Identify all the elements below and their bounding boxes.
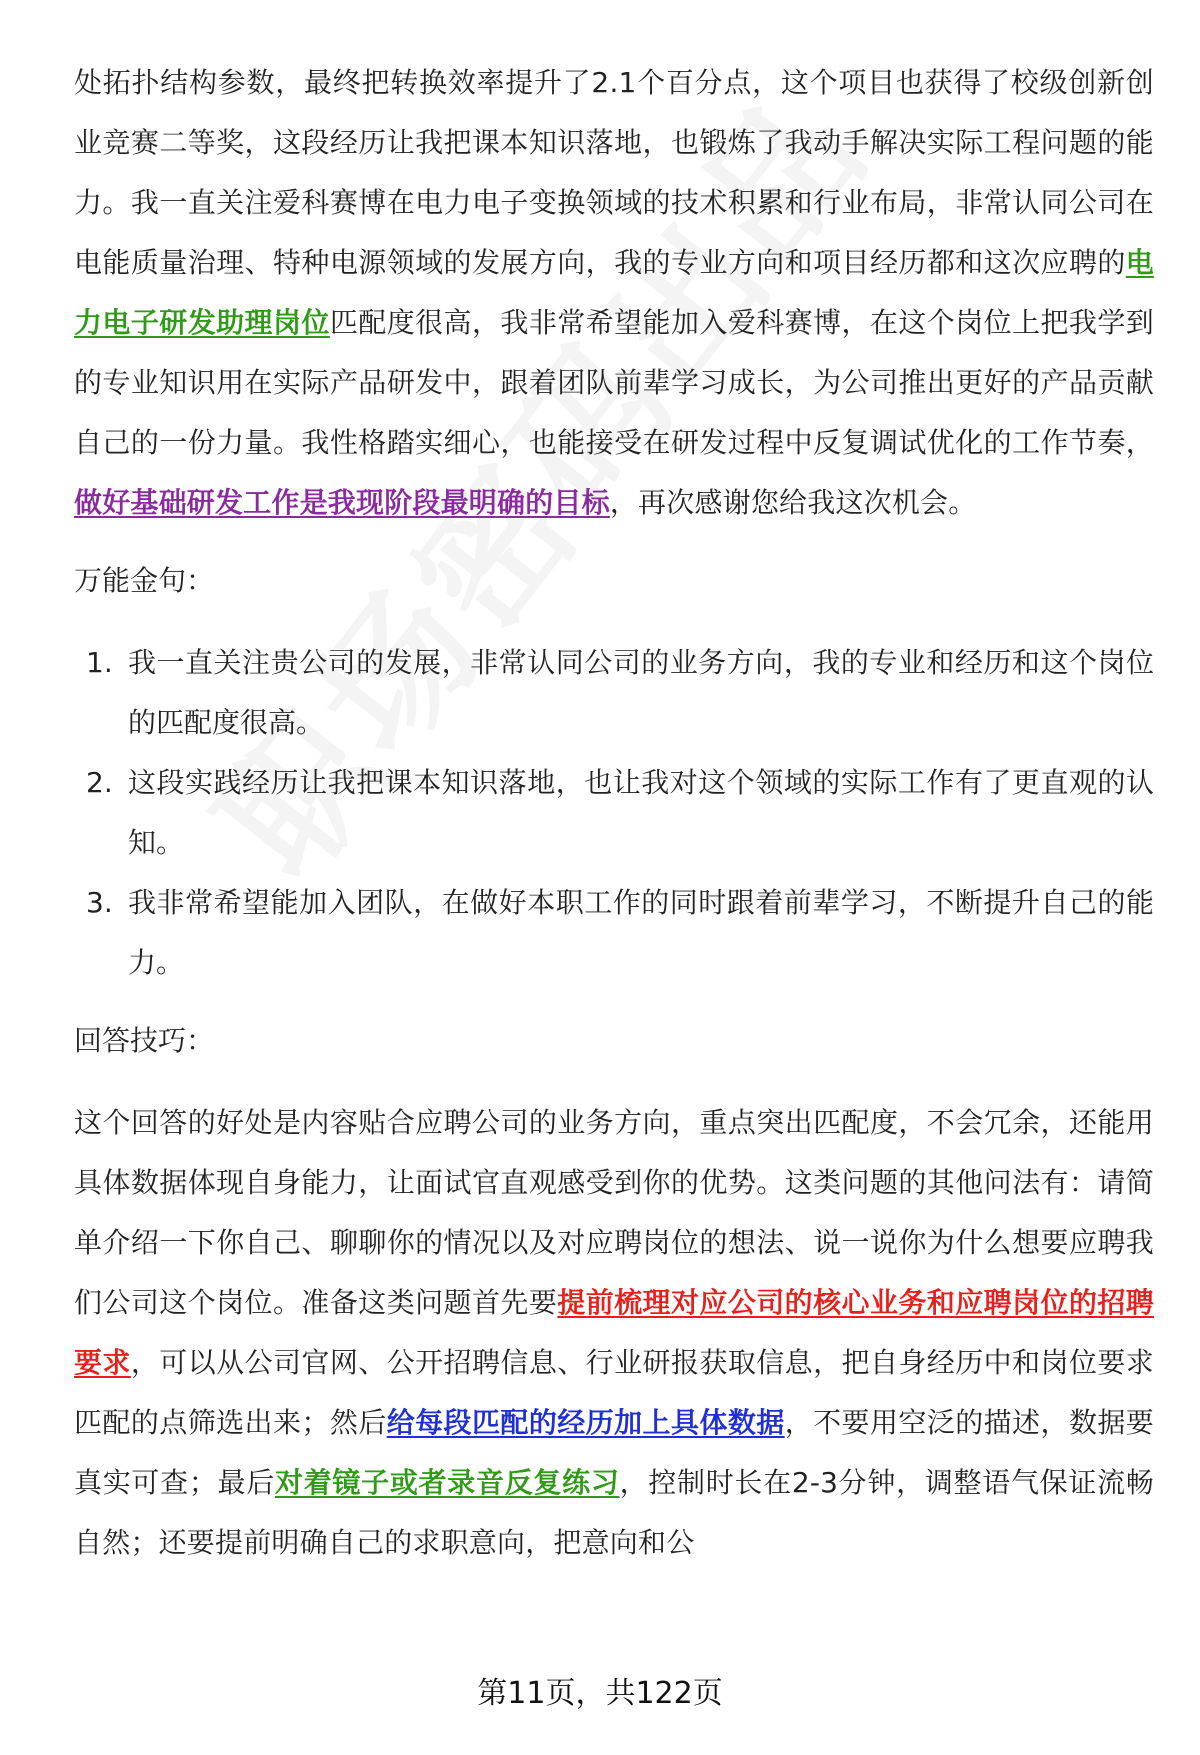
paragraph-text: ，可以从公司官网、公开招聘信息、行业研报获取信息，把自身经历中和岗位要求匹配的点筛选出来；然后	[74, 1346, 1154, 1439]
highlight-job-title: 电力电子研发助理岗位	[74, 246, 1154, 339]
highlight-research: 提前梳理对应公司的核心业务和应聘岗位的招聘要求	[74, 1286, 1155, 1379]
list-item	[74, 753, 1154, 873]
highlight-goal: 做好基础研发工作是我现阶段最明确的目标	[74, 486, 610, 519]
tips-heading: 回答技巧：	[74, 1024, 215, 1057]
list-item	[74, 873, 1154, 993]
golden-sentences-heading: 万能金句：	[74, 564, 215, 597]
list-number: 3.	[86, 886, 113, 919]
highlight-data: 给每段匹配的经历加上具体数据	[386, 1406, 785, 1439]
list-item-text: 这段实践经历让我把课本知识落地，也让我对这个领域的实际工作有了更直观的认知。	[128, 766, 1154, 859]
golden-sentences-list	[74, 633, 1154, 993]
answer-paragraph	[74, 53, 1154, 533]
list-item-text: 我一直关注贵公司的发展，非常认同公司的业务方向，我的专业和经历和这个岗位的匹配度很高。	[128, 646, 1154, 739]
list-item	[74, 633, 1154, 753]
page-number: 第11页，共122页	[477, 1676, 723, 1711]
paragraph-text: 匹配度很高，我非常希望能加入爱科赛博，在这个岗位上把我学到的专业知识用在实际产品研发中，跟着团队前辈学习成长，为公司推出更好的产品贡献自己的一份力量。我性格踏实细心，也能接受在研发过程中反复调试优化的工作节奏，	[74, 306, 1154, 459]
highlight-practice: 对着镜子或者录音反复练习	[275, 1466, 620, 1499]
page-content	[74, 53, 1154, 1573]
paragraph-text: 这个回答的好处是内容贴合应聘公司的业务方向，重点突出匹配度，不会冗余，还能用具体数据体现自身能力，让面试官直观感受到你的优势。这类问题的其他问法有：请简单介绍一下你自己、聊聊你的情况以及对应聘岗位的想法、说一说你为什么想要应聘我们公司这个岗位。准备这类问题首先要	[74, 1106, 1154, 1319]
list-number: 2.	[86, 766, 113, 799]
tips-paragraph	[74, 1093, 1154, 1573]
paragraph-text: ，不要用空泛的描述，数据要真实可查；最后	[74, 1406, 1155, 1499]
paragraph-text: ，控制时长在2-3分钟，调整语气保证流畅自然；还要提前明确自己的求职意向，把意向和公	[74, 1466, 1155, 1559]
list-number: 1.	[86, 646, 113, 679]
paragraph-text: 处拓扑结构参数，最终把转换效率提升了2.1个百分点，这个项目也获得了校级创新创业竞赛二等奖，这段经历让我把课本知识落地，也锻炼了我动手解决实际工程问题的能力。我一直关注爱科赛博在电力电子变换领域的技术积累和行业布局，非常认同公司在电能质量治理、特种电源领域的发展方向，我的专业方向和项目经历都和这次应聘的	[74, 66, 1154, 279]
paragraph-text: ，再次感谢您给我这次机会。	[609, 486, 977, 519]
list-item-text: 我非常希望能加入团队，在做好本职工作的同时跟着前辈学习，不断提升自己的能力。	[128, 886, 1154, 979]
